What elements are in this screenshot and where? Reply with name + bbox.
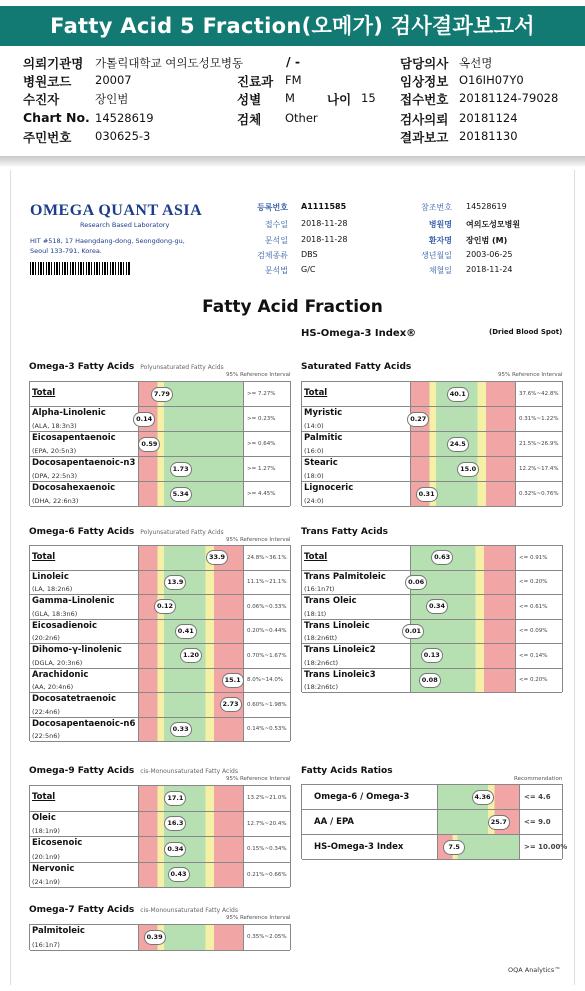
- patient-value: 030625-3: [95, 129, 151, 143]
- meta-value: DBS: [301, 250, 318, 259]
- fatty-acid-abbr: (18:2n6tc): [304, 683, 339, 691]
- patient-label: / -: [286, 54, 301, 69]
- reference-range: >= 7.27%: [247, 391, 276, 397]
- fatty-acid-row: [302, 432, 562, 457]
- patient-label: 검체: [237, 112, 262, 127]
- result-value-marker: 0.63: [431, 550, 453, 565]
- ratio-value-marker: 7.5: [443, 840, 465, 855]
- patient-label: 결과보고: [400, 130, 449, 145]
- lab-logo: OMEGA QUANT ASIA: [30, 202, 203, 219]
- result-value-marker: 0.34: [426, 599, 448, 614]
- result-value-marker: 7.79: [151, 387, 173, 402]
- fatty-acid-name: Eicosadienoic: [32, 620, 97, 631]
- fatty-acid-row: [30, 382, 290, 407]
- fatty-acid-row: [302, 482, 562, 507]
- fatty-acid-name: Stearic: [304, 458, 338, 468]
- panel-title-text: Omega-6 Fatty Acids: [29, 527, 135, 537]
- result-bar: [410, 644, 516, 668]
- fatty-acid-row: [30, 457, 290, 482]
- fatty-acid-row: [30, 407, 290, 432]
- fatty-acid-name: Lignoceric: [304, 483, 354, 493]
- fatty-acid-name: Oleic: [32, 812, 56, 823]
- panel-title-text: Saturated Fatty Acids: [301, 362, 412, 372]
- meta-key: 접수일: [264, 220, 288, 229]
- panel-title-text: Omega-7 Fatty Acids: [29, 905, 135, 915]
- result-bar: [138, 571, 244, 595]
- fatty-acid-abbr: (18:1n9): [32, 827, 60, 835]
- reference-interval-label: 95% Reference Interval: [226, 372, 291, 378]
- patient-label: 임상정보: [400, 74, 449, 89]
- reference-interval-label: 95% Reference Interval: [226, 776, 291, 782]
- patient-label: 나이: [327, 92, 352, 107]
- patient-info: [0, 50, 585, 150]
- fatty-acid-name: Trans Linoleic2: [304, 645, 376, 655]
- panel-1: [301, 381, 563, 506]
- result-bar: [138, 457, 244, 481]
- panel-title: [301, 527, 388, 537]
- meta-value: 장인범 (M): [466, 236, 508, 245]
- result-bar: [138, 863, 244, 888]
- result-value-marker: 5.34: [170, 487, 192, 502]
- fatty-acid-abbr: (ALA, 18:3n3): [32, 422, 77, 430]
- fatty-acid-name: Docosatetraenoic: [32, 694, 116, 704]
- fatty-acid-row: [302, 571, 562, 596]
- fatty-acid-row: [302, 457, 562, 482]
- ratio-row: [302, 835, 568, 860]
- patient-label: 접수번호: [400, 92, 449, 107]
- result-value-marker: 0.08: [419, 673, 441, 688]
- meta-key: 문석법: [264, 266, 288, 275]
- result-value-marker: 15.0: [457, 462, 479, 477]
- panel-0: [29, 381, 291, 506]
- ratios-reference-label: Recommendation: [514, 776, 563, 782]
- meta-value: 2018-11-24: [466, 265, 513, 274]
- patient-label: 진료과: [237, 74, 274, 89]
- fatty-acid-abbr: (16:1n7): [32, 940, 60, 949]
- result-value-marker: 0.34: [164, 842, 186, 857]
- reference-range: 0.15%~0.34%: [247, 846, 287, 853]
- result-value-marker: 0.39: [144, 930, 166, 945]
- fatty-acid-name: Myristic: [304, 408, 343, 418]
- panel-title: [29, 362, 224, 372]
- result-value-marker: 0.01: [402, 624, 424, 639]
- sample-type: (Dried Blood Spot): [489, 328, 563, 336]
- fatty-acid-abbr: (LA, 18:2n6): [32, 585, 73, 593]
- panel-subtitle: cis-Monounsaturated Fatty Acids: [140, 907, 238, 914]
- patient-label: 성별: [237, 92, 262, 107]
- panel-subtitle: Polyunsaturated Fatty Acids: [140, 364, 224, 371]
- fatty-acid-name: Eicosenoic: [32, 838, 83, 848]
- ratio-name: HS-Omega-3 Index: [314, 842, 404, 852]
- ratio-row: [302, 810, 562, 835]
- lab-address-line2: Seoul 133-791, Korea.: [30, 247, 102, 255]
- patient-value: 20007: [95, 73, 132, 87]
- result-bar: [410, 546, 516, 570]
- panel-3: [301, 545, 563, 692]
- fatty-acid-row: [30, 718, 290, 743]
- fatty-acid-name: Total: [32, 792, 56, 802]
- panel-subtitle: cis-Monounsaturated Fatty Acids: [140, 768, 238, 775]
- meta-value: A1111585: [301, 202, 347, 211]
- meta-key: 검체종류: [257, 251, 288, 260]
- patient-value: 장인범: [95, 92, 129, 106]
- reference-range: >= 4.45%: [247, 491, 276, 497]
- result-value-marker: 17.1: [164, 791, 186, 806]
- patient-label: 담당의사: [400, 56, 449, 71]
- fatty-acid-row: [302, 644, 562, 669]
- result-value-marker: 0.43: [168, 867, 190, 882]
- result-bar: [405, 620, 516, 644]
- fatty-acid-abbr: (20:2n6): [32, 634, 60, 642]
- result-bar: [138, 837, 244, 862]
- result-bar: [138, 925, 244, 950]
- result-value-marker: 13.9: [164, 575, 186, 590]
- result-value-marker: 40.1: [447, 387, 469, 402]
- report-header: Fatty Acid 5 Fraction(오메가) 검사결과보고서: [0, 6, 585, 46]
- fatty-acid-row: [302, 382, 562, 407]
- barcode: [30, 262, 130, 275]
- patient-label: 주민번호: [23, 130, 72, 145]
- fatty-acid-row: [30, 812, 290, 838]
- result-bar: [410, 595, 516, 619]
- reference-range: 0.35%~2.05%: [247, 934, 287, 941]
- fatty-acid-name: Docosapentaenoic-n6: [32, 718, 136, 729]
- result-value-marker: 0.12: [154, 599, 176, 614]
- fatty-acid-abbr: (DHA, 22:6n3): [32, 497, 79, 505]
- reference-range: 37.6%~42.8%: [519, 391, 559, 397]
- ratio-recommendation: <= 9.0: [524, 818, 551, 826]
- result-bar: [138, 718, 244, 742]
- fatty-acid-name: Gamma-Linolenic: [32, 596, 115, 606]
- result-value-marker: 0.31: [416, 487, 438, 502]
- meta-key: 문석일: [264, 236, 288, 245]
- patient-value: 15: [361, 91, 376, 105]
- result-bar: [410, 407, 516, 431]
- reference-range: 0.14%~0.53%: [247, 726, 287, 733]
- ratio-row: [302, 785, 562, 810]
- result-value-marker: 0.13: [421, 648, 443, 663]
- fatty-acid-row: [302, 669, 562, 694]
- meta-value: 2003-06-25: [466, 250, 513, 259]
- reference-range: <= 0.20%: [519, 579, 548, 586]
- fatty-acid-row: [30, 620, 290, 645]
- meta-key: 등록번호: [257, 203, 288, 212]
- result-bar: [410, 571, 516, 595]
- result-bar: [138, 595, 244, 619]
- reference-range: <= 0.20%: [519, 677, 548, 684]
- patient-value: 20181130: [459, 129, 518, 143]
- fatty-acid-abbr: (18:2n6ct): [304, 658, 339, 667]
- meta-key: 참조번호: [421, 203, 452, 212]
- result-bar: [138, 812, 244, 837]
- fatty-acid-row: [302, 546, 562, 571]
- result-value-marker: 1.20: [180, 648, 202, 663]
- patient-label: 의뢰기관명: [23, 56, 84, 71]
- panel-title: [301, 362, 411, 372]
- patient-label: 병원코드: [23, 74, 72, 89]
- fatty-acid-row: [30, 786, 290, 812]
- fatty-acid-abbr: (18:2n6tt): [304, 634, 338, 642]
- result-value-marker: 16.3: [164, 816, 186, 831]
- meta-value: 2018-11-28: [301, 235, 348, 244]
- patient-value: Other: [285, 111, 318, 125]
- reference-range: 0.60%~1.98%: [247, 701, 287, 708]
- result-value-marker: 2.73: [220, 697, 242, 712]
- panel-title: [29, 766, 238, 776]
- fatty-acid-row: [30, 546, 290, 571]
- result-value-marker: 0.06: [405, 575, 427, 590]
- reference-range: 0.21%~0.66%: [247, 871, 287, 878]
- result-value-marker: 15.1: [222, 673, 244, 688]
- reference-range: 0.20%~0.44%: [247, 628, 287, 635]
- fatty-acid-row: [30, 432, 290, 457]
- patient-label: Chart No.: [23, 110, 90, 125]
- ratios-title: Fatty Acids Ratios: [301, 766, 393, 776]
- reference-interval-label: 95% Reference Interval: [498, 372, 563, 378]
- panel-5: [29, 924, 291, 950]
- ratios-panel-box: [301, 784, 568, 859]
- result-value-marker: 0.27: [407, 412, 429, 427]
- patient-value: 20181124: [459, 111, 518, 125]
- reference-range: >= 0.64%: [247, 441, 276, 447]
- fatty-acid-name: Trans Linoleic3: [304, 669, 376, 680]
- reference-range: 0.06%~0.33%: [247, 603, 287, 610]
- fatty-acid-row: [30, 669, 290, 694]
- fatty-acid-row: [30, 863, 290, 889]
- fatty-acid-abbr: (GLA, 18:3n6): [32, 609, 78, 618]
- patient-value: 옥선명: [459, 56, 493, 70]
- fatty-acid-abbr: (16:1n7t): [304, 585, 335, 593]
- lab-address: [30, 236, 185, 256]
- result-bar: [138, 482, 244, 506]
- reference-range: >= 0.23%: [247, 416, 276, 422]
- fatty-acid-abbr: (16:0): [304, 447, 324, 455]
- ratio-bar: [437, 785, 520, 809]
- ratio-value-marker: 25.7: [488, 815, 510, 830]
- meta-value: G/C: [301, 265, 316, 274]
- fatty-acid-name: Palmitic: [304, 433, 343, 443]
- fatty-acid-abbr: (18:0): [304, 472, 324, 480]
- fatty-acid-abbr: (AA, 20:4n6): [32, 683, 74, 691]
- reference-range: <= 0.91%: [519, 554, 548, 561]
- ratio-recommendation: <= 4.6: [524, 793, 551, 801]
- patient-value: 14528619: [95, 111, 154, 125]
- result-bar: [138, 432, 244, 456]
- patient-value: 가톨릭대학교 여의도성모병동: [95, 56, 244, 70]
- result-bar: [138, 546, 244, 570]
- result-bar: [138, 407, 244, 431]
- result-value-marker: 0.41: [175, 624, 197, 639]
- fatty-acid-name: Arachidonic: [32, 669, 89, 680]
- fatty-acid-abbr: (24:1n9): [32, 878, 60, 886]
- meta-key: 채혈일: [428, 266, 452, 275]
- report-title: Fatty Acid Fraction: [202, 297, 383, 317]
- meta-value: 14528619: [466, 202, 507, 211]
- result-bar: [138, 669, 244, 693]
- result-value-marker: 0.33: [170, 722, 192, 737]
- patient-value: FM: [285, 73, 302, 87]
- result-value-marker: 0.14: [133, 412, 155, 427]
- meta-key: 병원명: [428, 220, 452, 229]
- fatty-acid-name: Linoleic: [32, 571, 69, 582]
- fatty-acid-row: [30, 837, 290, 863]
- result-bar: [138, 620, 244, 644]
- reference-range: 0.32%~0.76%: [519, 491, 559, 497]
- fatty-acid-abbr: (24:0): [304, 497, 324, 505]
- ratio-bar: [437, 835, 520, 859]
- result-value-marker: 1.73: [170, 462, 192, 477]
- result-bar: [410, 457, 516, 481]
- meta-key: 생년월일: [421, 251, 452, 260]
- panel-title-text: Trans Fatty Acids: [301, 527, 389, 537]
- fatty-acid-abbr: (14:0): [304, 422, 324, 430]
- panel-subtitle: Polyunsaturated Fatty Acids: [140, 529, 224, 536]
- patient-value: M: [285, 91, 295, 105]
- reference-range: <= 0.61%: [519, 603, 548, 610]
- panel-2: [29, 545, 291, 741]
- meta-value: 여의도성모병원: [466, 220, 521, 229]
- fatty-acid-name: Total: [304, 552, 328, 562]
- fatty-acid-name: Dihomo-γ-linolenic: [32, 645, 122, 655]
- fatty-acid-name: Alpha-Linolenic: [32, 408, 106, 418]
- panel-title-text: Omega-3 Fatty Acids: [29, 362, 135, 372]
- reference-range: <= 0.14%: [519, 652, 548, 659]
- fatty-acid-name: Docosahexaenoic: [32, 483, 116, 493]
- fatty-acid-name: Total: [32, 388, 56, 398]
- result-bar: [138, 382, 244, 406]
- result-bar: [410, 482, 516, 506]
- fatty-acid-row: [30, 595, 290, 620]
- reference-range: 11.1%~21.1%: [247, 579, 287, 586]
- reference-range: 8.0%~14.0%: [247, 677, 284, 684]
- fatty-acid-abbr: (EPA, 20:5n3): [32, 447, 77, 455]
- patient-value: O16IH07Y0: [459, 73, 524, 87]
- result-bar: [138, 786, 244, 811]
- reference-interval-label: 95% Reference Interval: [226, 915, 291, 921]
- separator: [0, 156, 585, 166]
- result-bar: [410, 432, 516, 456]
- fatty-acid-abbr: (22:5n6): [32, 732, 60, 740]
- fatty-acid-row: [30, 925, 290, 951]
- reference-range: 12.7%~20.4%: [247, 820, 287, 827]
- reference-range: 13.2%~21.0%: [247, 795, 287, 802]
- reference-interval-label: 95% Reference Interval: [226, 537, 291, 543]
- reference-range: 0.70%~1.67%: [247, 652, 287, 659]
- fatty-acid-row: [302, 595, 562, 620]
- lab-logo-subtitle: Research Based Laboratory: [80, 221, 170, 229]
- fatty-acid-abbr: (18:1t): [304, 609, 327, 618]
- fatty-acid-name: Nervonic: [32, 863, 75, 874]
- panel-title: [29, 905, 238, 915]
- reference-range: <= 0.09%: [519, 628, 548, 635]
- ratio-value-marker: 4.36: [472, 790, 494, 805]
- fatty-acid-name: Total: [304, 388, 328, 398]
- reference-range: 0.31%~1.22%: [519, 416, 559, 422]
- fatty-acid-name: Docosapentaenoic-n3: [32, 458, 136, 468]
- fatty-acid-name: Palmitoleic: [32, 926, 85, 936]
- reference-range: >= 1.27%: [247, 466, 276, 472]
- reference-range: 12.2%~17.4%: [519, 466, 559, 472]
- fatty-acid-row: [30, 482, 290, 507]
- index-title: HS-Omega-3 Index®: [301, 328, 417, 339]
- panel-title: [29, 527, 224, 537]
- result-bar: [138, 644, 244, 668]
- panel-4: [29, 785, 291, 887]
- result-value-marker: 0.59: [138, 437, 160, 452]
- result-value-marker: 24.5: [447, 437, 469, 452]
- reference-range: 21.5%~26.9%: [519, 441, 559, 447]
- meta-value: 2018-11-28: [301, 219, 348, 228]
- panel-title-text: Omega-9 Fatty Acids: [29, 766, 135, 776]
- meta-key: 환자명: [428, 236, 452, 245]
- fatty-acid-row: [30, 693, 290, 718]
- fatty-acid-name: Total: [32, 552, 56, 562]
- fatty-acid-name: Trans Oleic: [304, 596, 357, 606]
- patient-label: 수진자: [23, 92, 60, 107]
- lab-address-line1: HIT #518, 17 Haengdang-dong, Seongdong-gu,: [30, 237, 185, 245]
- result-bar: [138, 693, 244, 717]
- fatty-acid-abbr: (22:4n6): [32, 707, 60, 716]
- fatty-acid-row: [302, 407, 562, 432]
- footer: OQA Analytics™: [508, 966, 561, 974]
- fatty-acid-row: [30, 644, 290, 669]
- ratio-name: AA / EPA: [314, 817, 355, 827]
- result-value-marker: 33.9: [206, 550, 228, 565]
- patient-label: 검사의뢰: [400, 112, 449, 127]
- fatty-acid-row: [302, 620, 562, 645]
- ratio-bar: [437, 810, 520, 834]
- result-bar: [410, 669, 516, 693]
- fatty-acid-name: Trans Palmitoleic: [304, 571, 386, 582]
- fatty-acid-abbr: (DGLA, 20:3n6): [32, 658, 83, 667]
- fatty-acid-abbr: (20:1n9): [32, 852, 60, 861]
- fatty-acid-abbr: (DPA, 22:5n3): [32, 472, 78, 480]
- fatty-acid-name: Trans Linoleic: [304, 620, 370, 631]
- ratio-name: Omega-6 / Omega-3: [314, 792, 410, 802]
- ratio-recommendation: >= 10.00%: [524, 843, 568, 851]
- result-bar: [410, 382, 516, 406]
- fatty-acid-name: Eicosapentaenoic: [32, 433, 116, 443]
- reference-range: 24.8%~36.1%: [247, 554, 287, 561]
- fatty-acid-row: [30, 571, 290, 596]
- patient-value: 20181124-79028: [459, 91, 559, 105]
